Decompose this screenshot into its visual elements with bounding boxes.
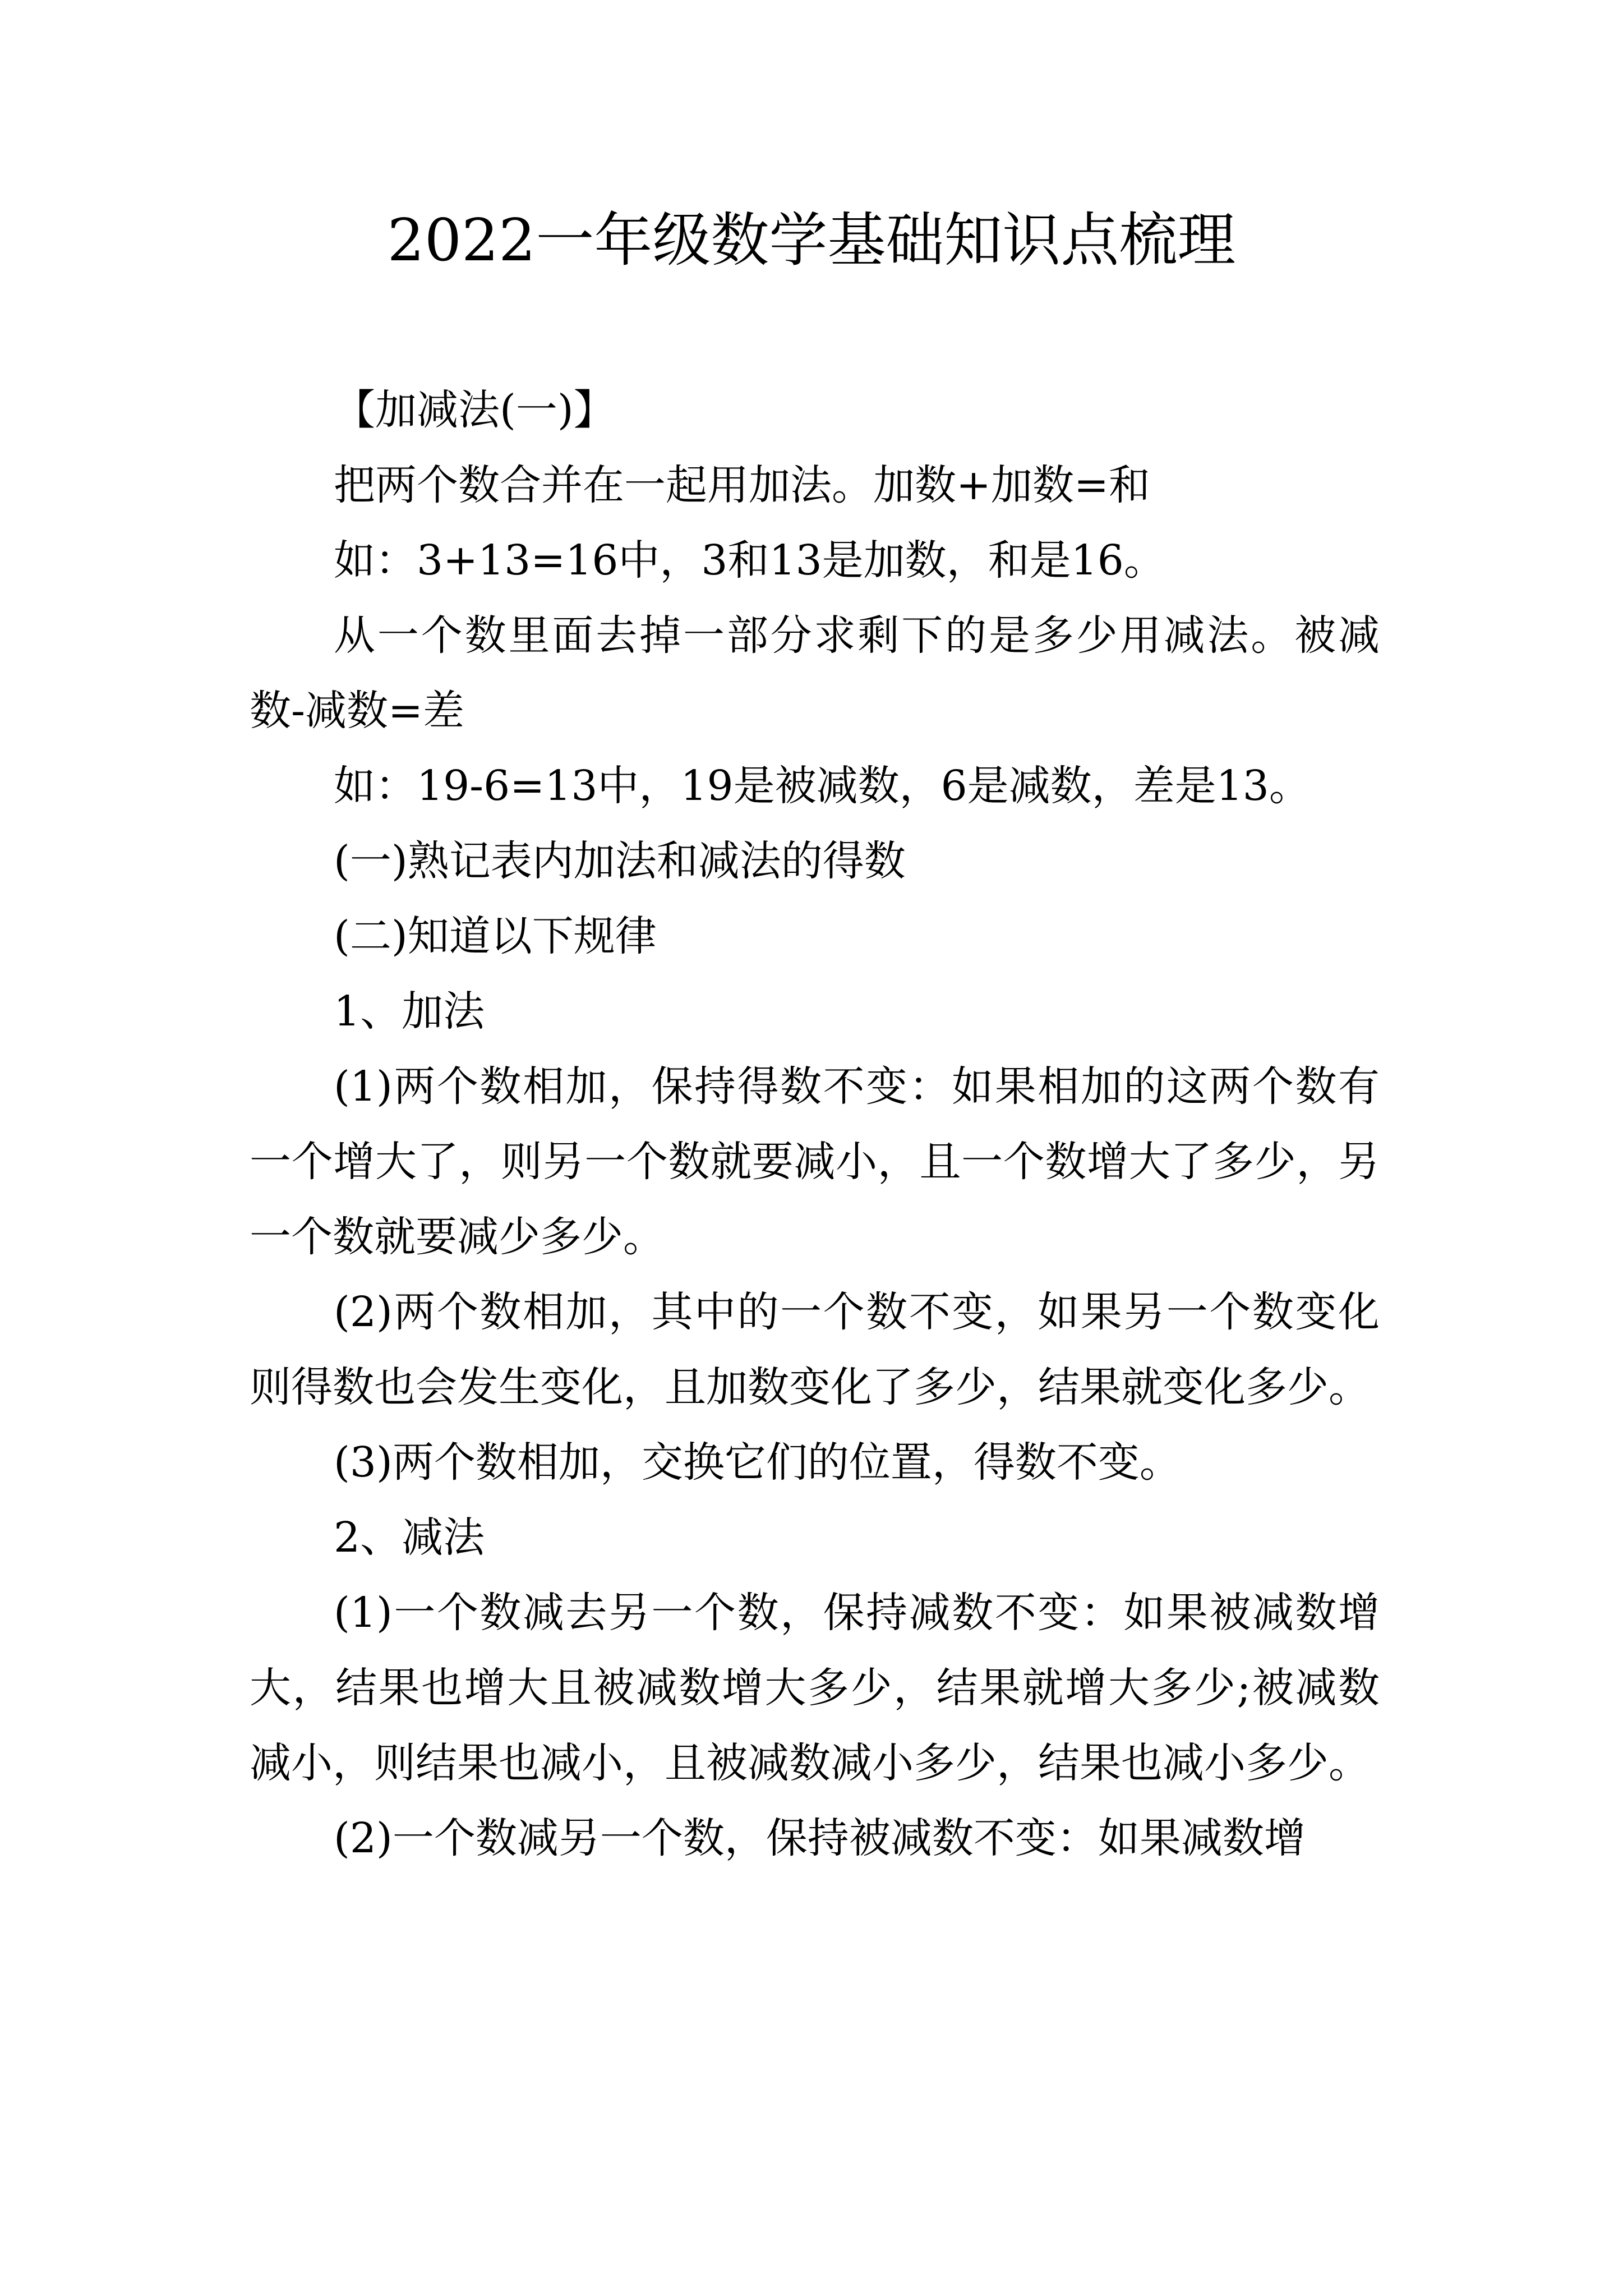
paragraph-point-two: (二)知道以下规律	[334, 912, 657, 960]
paragraph-subtraction-example: 如：19-6=13中，19是被减数，6是减数，差是13。	[334, 762, 1311, 810]
document-body	[250, 372, 1380, 1876]
section-heading-addition-subtraction: 【加减法(一)】	[334, 386, 615, 434]
subheading-addition: 1、加法	[334, 987, 485, 1036]
paragraph-subtraction-rule-1: (1)一个数减去另一个数，保持减数不变：如果被减数增大，结果也增大且被减数增大多少，结果就增大多少;被减数减小，则结果也减小，且被减数减小多少，结果也减小多少。	[250, 1589, 1380, 1787]
paragraph-addition-rule-2: (2)两个数相加，其中的一个数不变，如果另一个数变化则得数也会发生变化，且加数变化了多少，结果就变化多少。	[250, 1288, 1380, 1411]
paragraph-addition-rule-3: (3)两个数相加，交换它们的位置，得数不变。	[334, 1438, 1181, 1487]
subheading-subtraction: 2、减法	[334, 1513, 485, 1562]
paragraph-addition-rule-1: (1)两个数相加，保持得数不变：如果相加的这两个数有一个增大了，则另一个数就要减小，且一个数增大了多少，另一个数就要减少多少。	[250, 1062, 1380, 1261]
document-title: 2022一年级数学基础知识点梳理	[387, 206, 1236, 274]
paragraph-addition-definition: 把两个数合并在一起用加法。加数+加数=和	[334, 461, 1151, 509]
paragraph-subtraction-rule-2: (2)一个数减另一个数，保持被减数不变：如果减数增	[334, 1814, 1306, 1862]
paragraph-subtraction-definition: 从一个数里面去掉一部分求剩下的是多少用减法。被减数-减数=差	[250, 611, 1380, 735]
paragraph-point-one: (一)熟记表内加法和减法的得数	[334, 837, 906, 885]
paragraph-addition-example: 如：3+13=16中，3和13是加数，和是16。	[334, 536, 1165, 585]
